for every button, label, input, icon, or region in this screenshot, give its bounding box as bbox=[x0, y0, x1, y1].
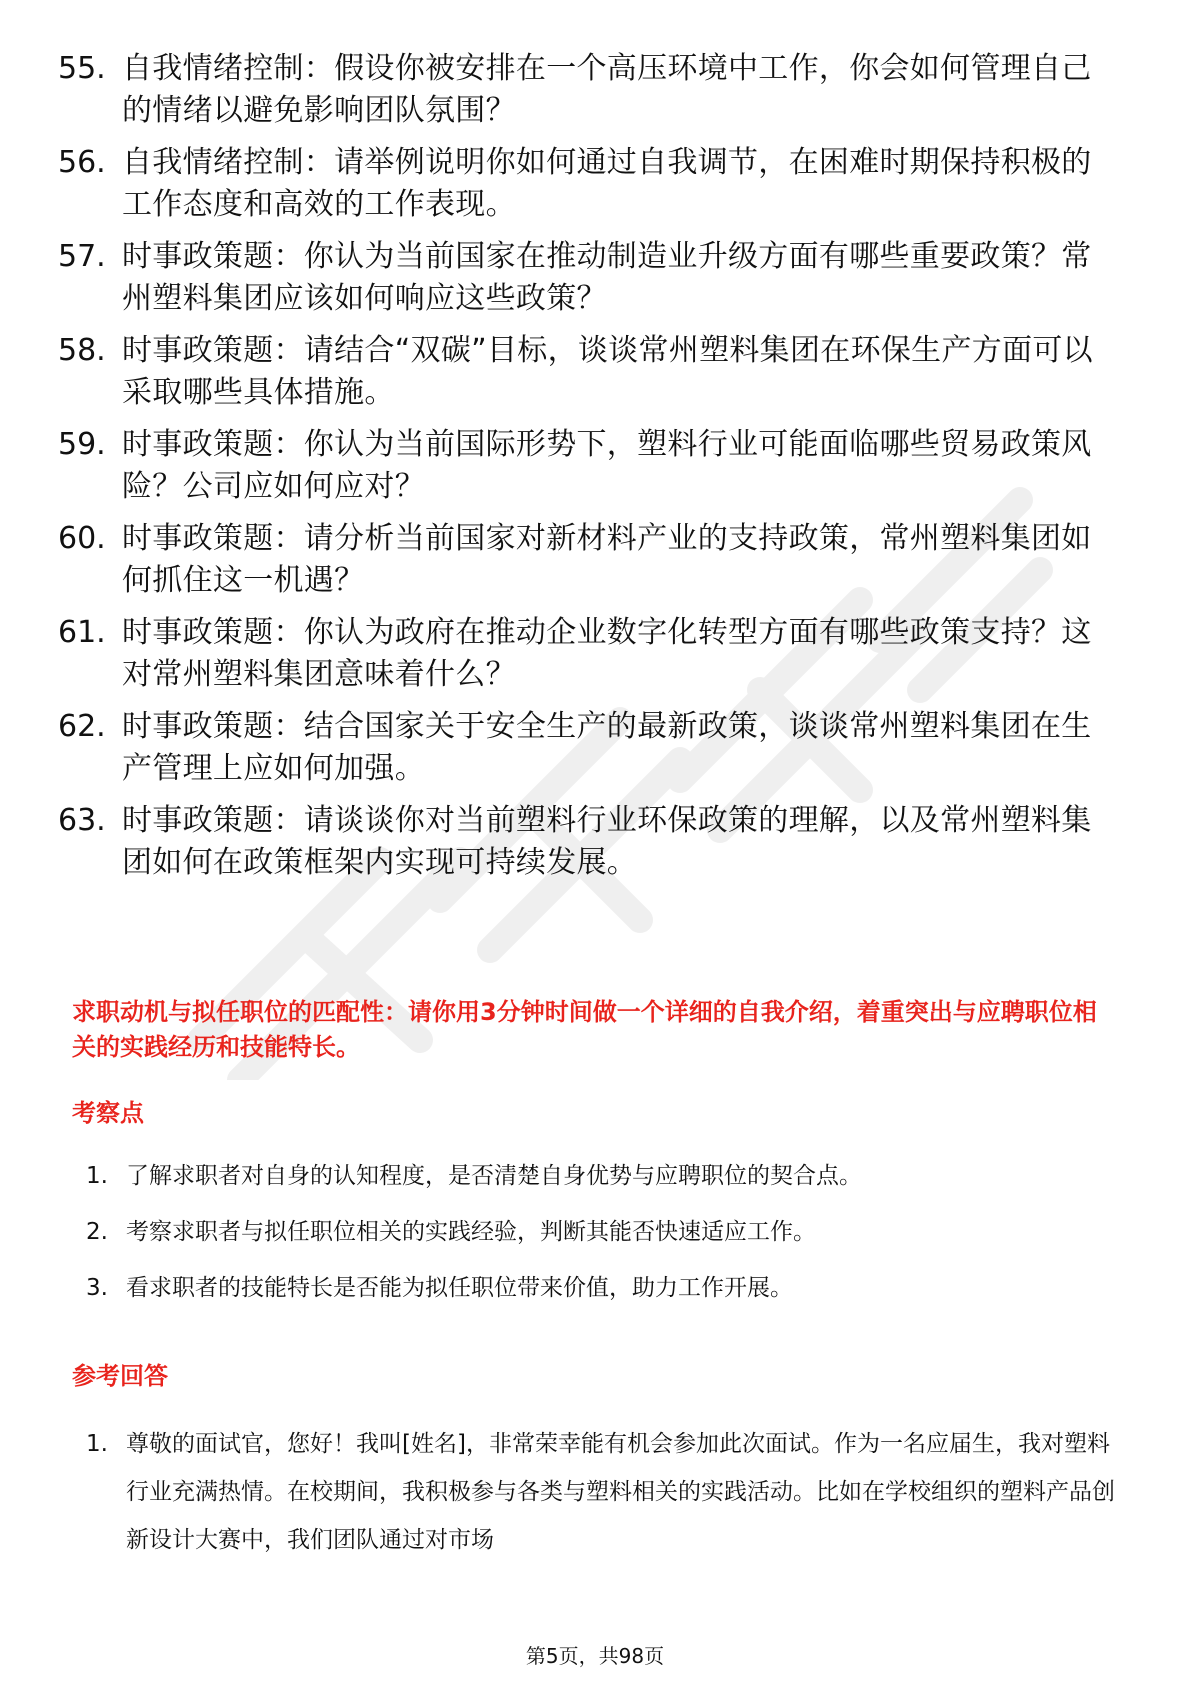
section-headline: 求职动机与拟任职位的匹配性：请你用3分钟时间做一个详细的自我介绍，着重突出与应聘职位相关的实践经历和技能特长。 bbox=[72, 998, 1097, 1061]
list-item: 57. 时事政策题：你认为当前国家在推动制造业升级方面有哪些重要政策？常州塑料集团应该如何响应这些政策？ bbox=[58, 239, 1092, 316]
list-item: 58. 时事政策题：请结合“双碳”目标，谈谈常州塑料集团在环保生产方面可以采取哪些具体措施。 bbox=[58, 333, 1093, 410]
question-list bbox=[58, 48, 1118, 894]
list-item: 60. 时事政策题：请分析当前国家对新材料产业的支持政策，常州塑料集团如何抓住这一机遇？ bbox=[58, 521, 1092, 598]
list-item: 61. 时事政策题：你认为政府在推动企业数字化转型方面有哪些政策支持？这对常州塑料集团意味着什么？ bbox=[58, 615, 1092, 692]
assessment-points bbox=[86, 1160, 1106, 1328]
assessment-title: 考察点 bbox=[72, 1099, 144, 1127]
list-item: 59. 时事政策题：你认为当前国际形势下，塑料行业可能面临哪些贸易政策风险？公司应如何应对？ bbox=[58, 427, 1092, 504]
list-item: 2. 考察求职者与拟任职位相关的实践经验，判断其能否快速适应工作。 bbox=[86, 1219, 816, 1245]
list-item: 62. 时事政策题：结合国家关于安全生产的最新政策，谈谈常州塑料集团在生产管理上应如何加强。 bbox=[58, 709, 1092, 786]
list-item: 56. 自我情绪控制：请举例说明你如何通过自我调节，在困难时期保持积极的工作态度和高效的工作表现。 bbox=[58, 145, 1092, 222]
page-footer: 第5页，共98页 bbox=[525, 1644, 665, 1668]
list-item: 63. 时事政策题：请谈谈你对当前塑料行业环保政策的理解，以及常州塑料集团如何在政策框架内实现可持续发展。 bbox=[58, 803, 1092, 880]
list-item: 55. 自我情绪控制：假设你被安排在一个高压环境中工作，你会如何管理自己的情绪以避免影响团队氛围？ bbox=[58, 51, 1092, 128]
list-item: 1. 尊敬的面试官，您好！我叫[姓名]，非常荣幸能有机会参加此次面试。作为一名应届生，我对塑料行业充满热情。在校期间，我积极参与各类与塑料相关的实践活动。比如在学校组织的塑料产品创新设计大赛中，我们团队通过对市场 bbox=[86, 1431, 1115, 1553]
list-item: 1. 了解求职者对自身的认知程度，是否清楚自身优势与应聘职位的契合点。 bbox=[86, 1163, 862, 1189]
reference-answer bbox=[86, 1420, 1116, 1564]
list-item: 3. 看求职者的技能特长是否能为拟任职位带来价值，助力工作开展。 bbox=[86, 1275, 793, 1301]
reference-title: 参考回答 bbox=[72, 1362, 168, 1390]
